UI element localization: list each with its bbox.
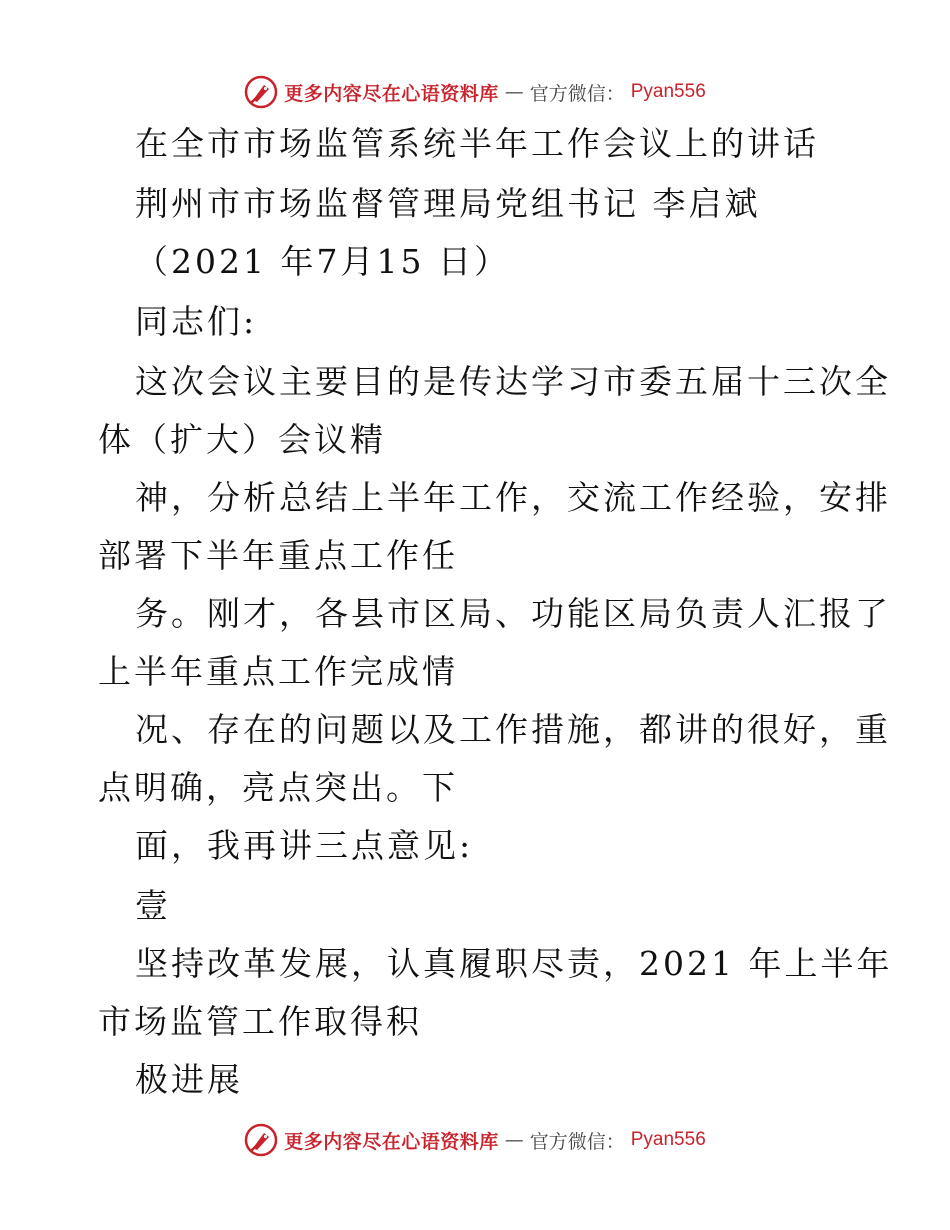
section-number: 壹 bbox=[135, 886, 171, 925]
pen-nib-logo-icon bbox=[244, 75, 278, 109]
document-title: 在全市市场监管系统半年工作会议上的讲话 bbox=[135, 124, 819, 163]
header-watermark bbox=[0, 70, 950, 114]
section-heading-line: 市场监管工作取得积 bbox=[98, 1002, 422, 1041]
section-heading-line: 坚持改革发展，认真履职尽责，2021 年上半年 bbox=[135, 944, 893, 983]
watermark-official-label: 官方微信： bbox=[529, 1130, 625, 1153]
salutation: 同志们: bbox=[135, 302, 258, 341]
document-author: 荆州市市场监督管理局党组书记 李启斌 bbox=[135, 184, 761, 223]
watermark-dash: — bbox=[504, 81, 524, 103]
pen-nib-logo-icon bbox=[244, 1123, 278, 1157]
watermark-official-label: 官方微信： bbox=[529, 82, 625, 105]
paragraph-line: 体（扩大）会议精 bbox=[98, 420, 386, 459]
paragraph-line: 神，分析总结上半年工作，交流工作经验，安排 bbox=[135, 478, 891, 517]
paragraph-line: 点明确，亮点突出。下 bbox=[98, 768, 458, 807]
watermark-dash: — bbox=[504, 1129, 524, 1151]
watermark-wechat-id: Pyan556 bbox=[630, 1129, 706, 1150]
header-watermark-inner bbox=[244, 75, 706, 109]
footer-watermark bbox=[0, 1118, 950, 1162]
section-heading-line: 极进展 bbox=[135, 1060, 243, 1099]
footer-watermark-inner bbox=[244, 1123, 706, 1157]
paragraph-line: 况、存在的问题以及工作措施，都讲的很好，重 bbox=[135, 710, 891, 749]
watermark-brand-text: 更多内容尽在心语资料库 bbox=[284, 82, 499, 105]
paragraph-line: 这次会议主要目的是传达学习市委五届十三次全 bbox=[135, 362, 891, 401]
document-date: （2021 年7月15 日） bbox=[135, 242, 510, 281]
paragraph-line: 部署下半年重点工作任 bbox=[98, 536, 458, 575]
watermark-brand-text: 更多内容尽在心语资料库 bbox=[284, 1130, 499, 1153]
paragraph-line: 面，我再讲三点意见: bbox=[135, 826, 474, 865]
paragraph-line: 上半年重点工作完成情 bbox=[98, 652, 458, 691]
watermark-wechat-id: Pyan556 bbox=[630, 81, 706, 102]
paragraph-line: 务。刚才，各县市区局、功能区局负责人汇报了 bbox=[135, 594, 891, 633]
